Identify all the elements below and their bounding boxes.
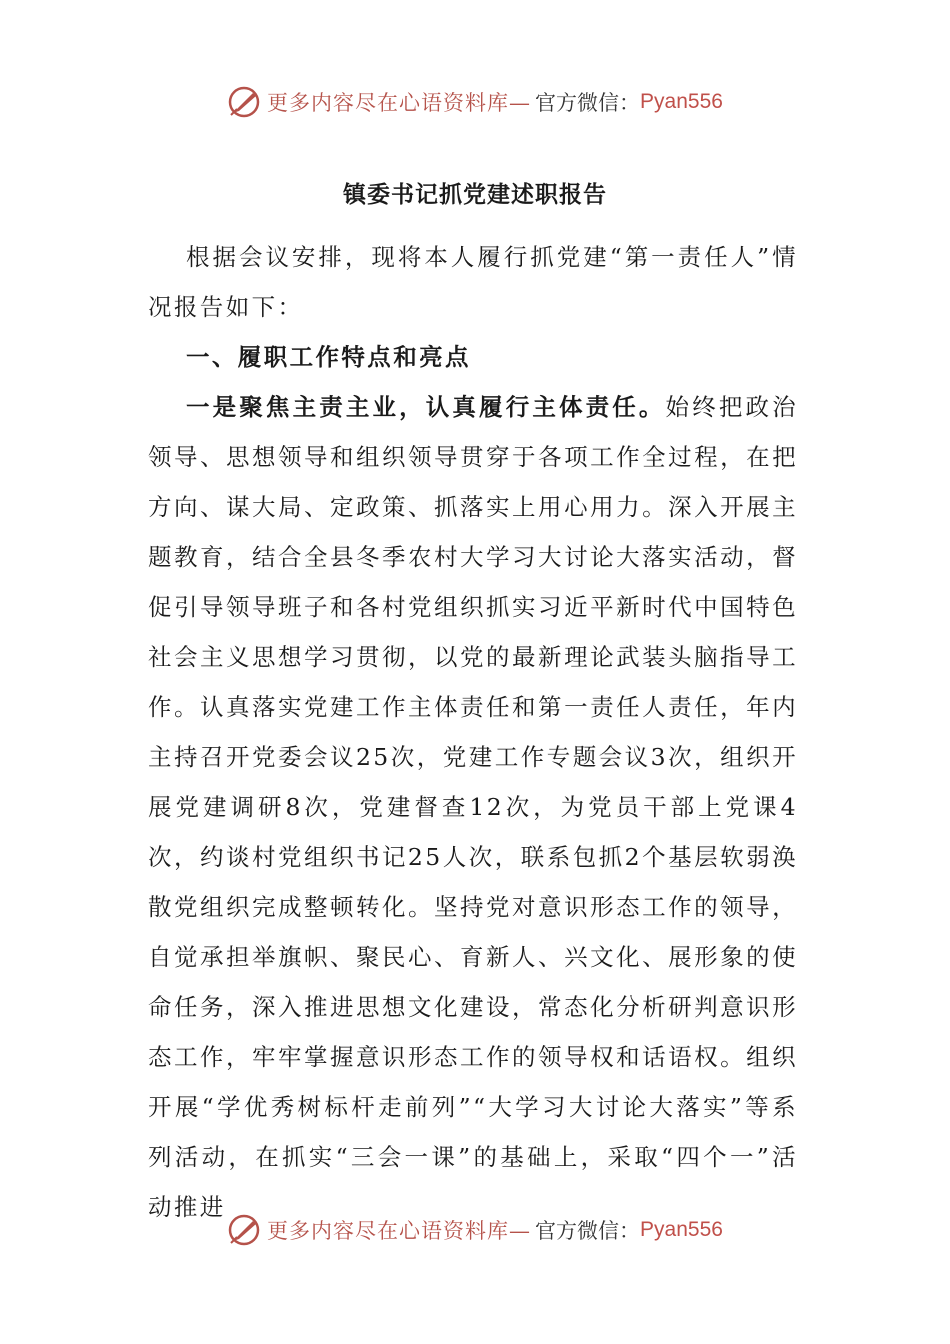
paragraph-1 [148,382,798,1232]
document-body [148,232,798,1232]
intro-paragraph: 根据会议安排，现将本人履行抓党建“第一责任人”情况报告如下： [148,243,798,321]
banner-wechat-id: Pyan556 [640,1218,723,1241]
header-banner [0,80,950,124]
paragraph-1-body: 始终把政治领导、思想领导和组织领导贯穿于各项工作全过程，在把方向、谋大局、定政策、抓落实上用心用力。深入开展主题教育，结合全县冬季农村大学习大讨论大落实活动，督促引导领导班子和各村党组织抓实习近平新时代中国特色社会主义思想学习贯彻，以党的最新理论武装头脑指导工作。认真落实党建工作主体责任和第一责任人责任，年内主持召开党委会议25次，党建工作专题会议3次，组织开展党建调研8次，党建督查12次，为党员干部上党课4次，约谈村党组织书记25人次，联系包抓2个基层软弱涣散党组织完成整顿转化。坚持党对意识形态工作的领导，自觉承担举旗帜、聚民心、育新人、兴文化、展形象的使命任务，深入推进思想文化建设，常态化分析研判意识形态工作，牢牢掌握意识形态工作的领导权和话语权。组织开展“学优秀树标杆走前列”“大学习大讨论大落实”等系列活动，在抓实“三会一课”的基础上，采取“四个一”活动推进 [148,393,799,1221]
footer-banner [0,1208,950,1252]
banner-main-text: 更多内容尽在心语资料库— [267,1219,532,1243]
section-heading: 一、履职工作特点和亮点 [186,343,471,371]
banner-wechat-id: Pyan556 [640,90,723,113]
quill-logo-icon [227,85,261,119]
paragraph-1-lead: 一是聚焦主责主业，认真履行主体责任。 [186,393,666,421]
document-title: 镇委书记抓党建述职报告 [343,181,607,208]
banner-wechat-label: 官方微信： [535,1219,641,1243]
quill-logo-icon [227,1213,261,1247]
banner-wechat-label: 官方微信： [535,91,641,115]
banner-main-text: 更多内容尽在心语资料库— [267,91,532,115]
